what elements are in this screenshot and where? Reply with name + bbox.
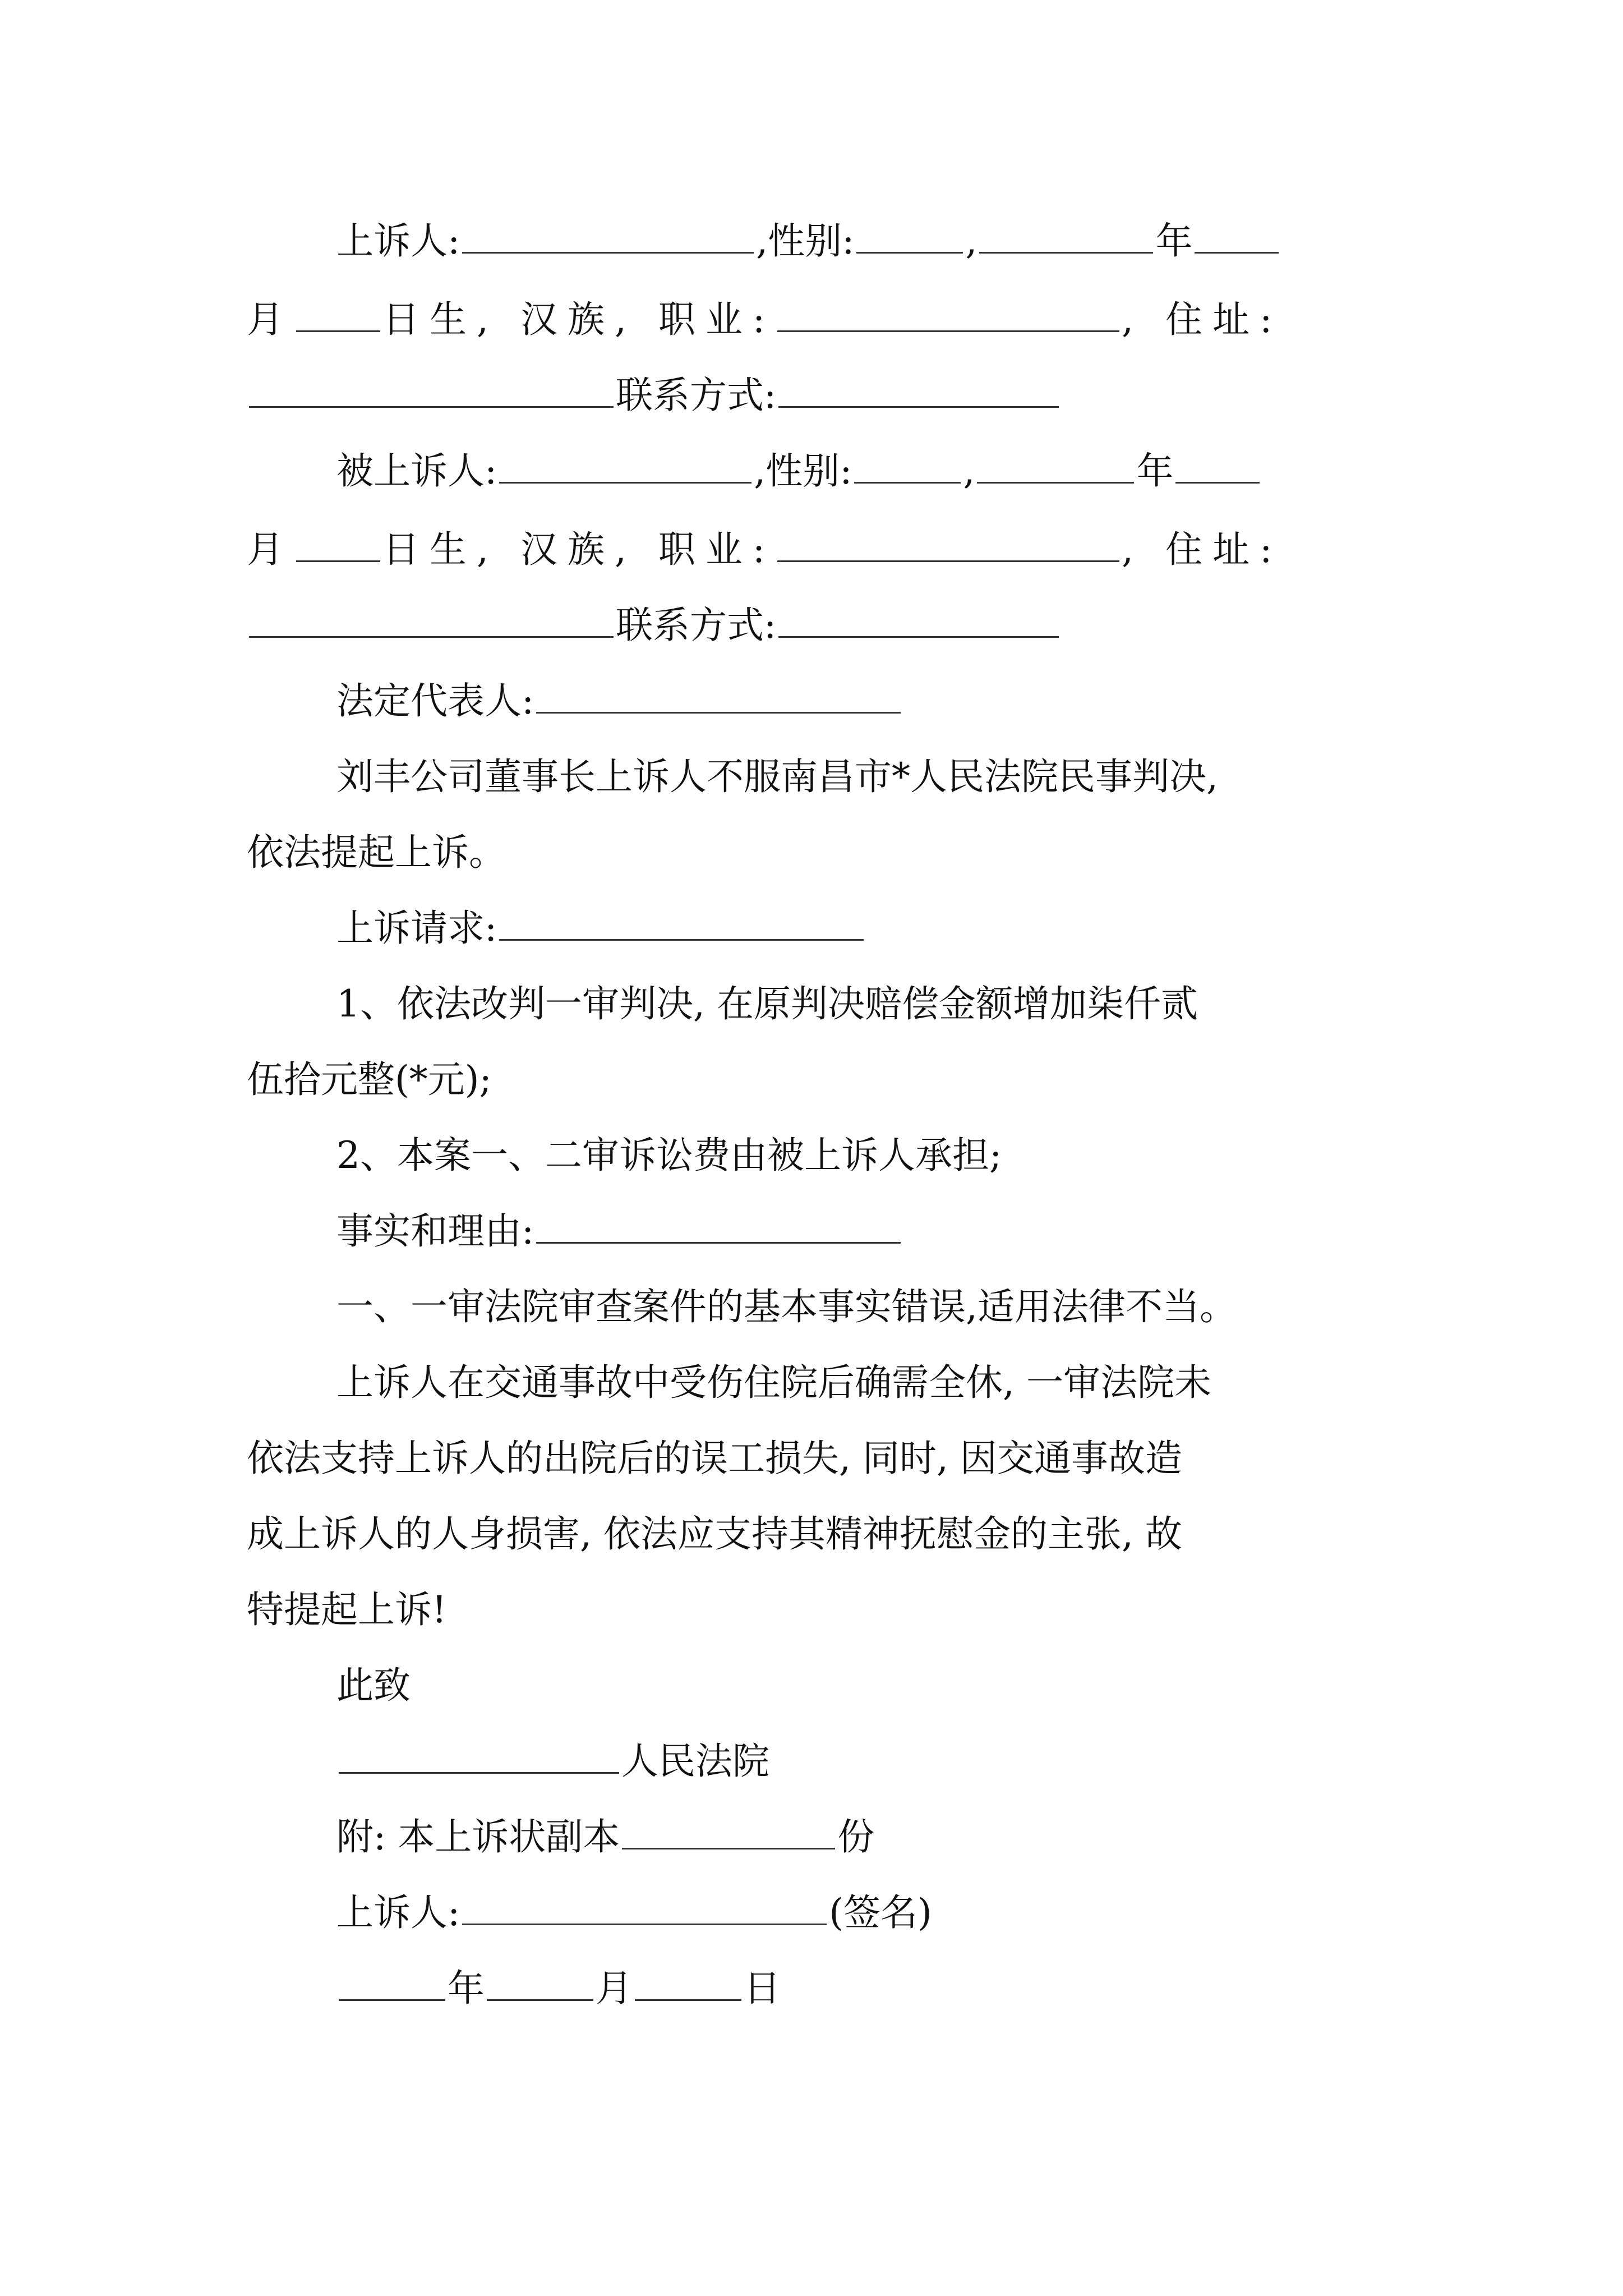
comma: ,	[963, 449, 975, 493]
paragraph-line	[336, 1130, 1002, 1181]
attachment-label: 附: 本上诉状副本	[336, 1815, 620, 1858]
paragraph-line	[247, 1509, 1182, 1559]
paragraph-text: 一、一审法院审查案件的基本事实错误,适用法律不当。	[336, 1285, 1237, 1328]
paragraph-text: 1、依法改判一审判决, 在原判决赔偿金额增加柒仟贰	[336, 982, 1198, 1025]
gender-blank[interactable]	[854, 448, 961, 484]
signature-note: (签名)	[829, 1891, 932, 1934]
gender-label: ,性别:	[756, 219, 855, 263]
contact-label: 联系方式:	[616, 374, 777, 417]
paragraph-text: 成上诉人的人身损害, 依法应支持其精神抚慰金的主张, 故	[247, 1512, 1182, 1556]
salutation-line	[336, 1660, 411, 1711]
claims-heading-line	[336, 903, 866, 954]
gender-blank[interactable]	[856, 218, 963, 254]
appellee-name-blank[interactable]	[499, 448, 751, 484]
address-label: , 住址:	[1122, 528, 1283, 571]
gender-label: ,性别:	[754, 449, 852, 493]
appellee-line-1	[336, 446, 1262, 496]
salutation-text: 此致	[336, 1664, 411, 1707]
birth-year-blank[interactable]	[977, 448, 1134, 484]
paragraph-text: 依法支持上诉人的出院后的误工损失, 同时, 因交通事故造	[247, 1437, 1182, 1480]
year-label: 年	[448, 1967, 485, 2010]
birth-month-blank-start[interactable]	[1195, 218, 1279, 254]
day-label: 日	[744, 1967, 781, 2010]
paragraph-line	[247, 1055, 492, 1105]
date-line	[336, 1963, 781, 2014]
legal-rep-line	[336, 676, 903, 726]
appellant-label: 上诉人:	[336, 219, 460, 263]
appellant-name-blank[interactable]	[462, 218, 754, 254]
claims-label: 上诉请求:	[336, 907, 497, 950]
contact-blank[interactable]	[778, 372, 1059, 408]
copies-unit: 份	[837, 1815, 875, 1858]
occupation-blank[interactable]	[777, 527, 1119, 562]
appellee-line-3	[247, 600, 1061, 651]
comma: ,	[965, 219, 978, 263]
appellant-line-1	[336, 216, 1281, 266]
paragraph-text: 伍拾元整(*元);	[247, 1058, 492, 1101]
contact-label: 联系方式:	[616, 604, 777, 647]
signer-label: 上诉人:	[336, 1891, 460, 1934]
facts-blank[interactable]	[536, 1208, 901, 1244]
address-label: , 住址:	[1122, 298, 1283, 341]
signature-line	[336, 1888, 932, 1938]
address-blank[interactable]	[249, 602, 614, 638]
legal-rep-blank[interactable]	[536, 678, 901, 714]
court-name-blank[interactable]	[339, 1738, 619, 1774]
month-label: 月	[596, 1967, 633, 2010]
paragraph-text: 刘丰公司董事长上诉人不服南昌市*人民法院民事判决,	[336, 755, 1218, 798]
birth-ethnicity-occupation-label: 日生, 汉族, 职业:	[382, 298, 776, 341]
birth-month-blank-start[interactable]	[1175, 448, 1260, 484]
signature-blank[interactable]	[462, 1890, 827, 1925]
paragraph-line	[336, 752, 1218, 802]
paragraph-text: 2、本案一、二审诉讼费由被上诉人承担;	[336, 1134, 1002, 1177]
paragraph-text: 上诉人在交通事故中受伤住院后确需全休, 一审法院未	[336, 1361, 1211, 1404]
paragraph-line	[336, 1358, 1211, 1408]
date-year-blank[interactable]	[339, 1966, 445, 2001]
month-label: 月	[247, 528, 294, 571]
paragraph-line	[247, 827, 506, 878]
appellant-line-3	[247, 370, 1061, 421]
birth-day-blank[interactable]	[296, 297, 380, 332]
year-label: 年	[1155, 219, 1193, 263]
facts-heading-line	[336, 1206, 903, 1257]
month-label: 月	[247, 298, 294, 341]
paragraph-line	[336, 1282, 1237, 1332]
court-label: 人民法院	[621, 1740, 769, 1783]
date-day-blank[interactable]	[635, 1966, 741, 2001]
date-month-blank[interactable]	[487, 1966, 593, 2001]
legal-rep-label: 法定代表人:	[336, 679, 534, 723]
contact-blank[interactable]	[778, 602, 1059, 638]
birth-ethnicity-occupation-label: 日生, 汉族, 职业:	[382, 528, 776, 571]
court-line	[336, 1736, 769, 1787]
birth-day-blank[interactable]	[296, 527, 380, 562]
attachment-line	[336, 1812, 874, 1862]
paragraph-line	[247, 1433, 1182, 1484]
occupation-blank[interactable]	[777, 297, 1119, 332]
paragraph-line	[336, 979, 1198, 1029]
facts-label: 事实和理由:	[336, 1209, 534, 1253]
claims-blank[interactable]	[499, 905, 864, 941]
birth-year-blank[interactable]	[979, 218, 1153, 254]
paragraph-line	[247, 1585, 447, 1635]
paragraph-text: 特提起上诉!	[247, 1588, 447, 1631]
appellee-line-2	[247, 524, 1282, 575]
year-label: 年	[1136, 449, 1174, 493]
address-blank[interactable]	[249, 372, 614, 408]
paragraph-text: 依法提起上诉。	[247, 831, 506, 874]
appellee-label: 被上诉人:	[336, 449, 497, 493]
appellant-line-2	[247, 295, 1282, 345]
copies-blank[interactable]	[622, 1814, 835, 1849]
